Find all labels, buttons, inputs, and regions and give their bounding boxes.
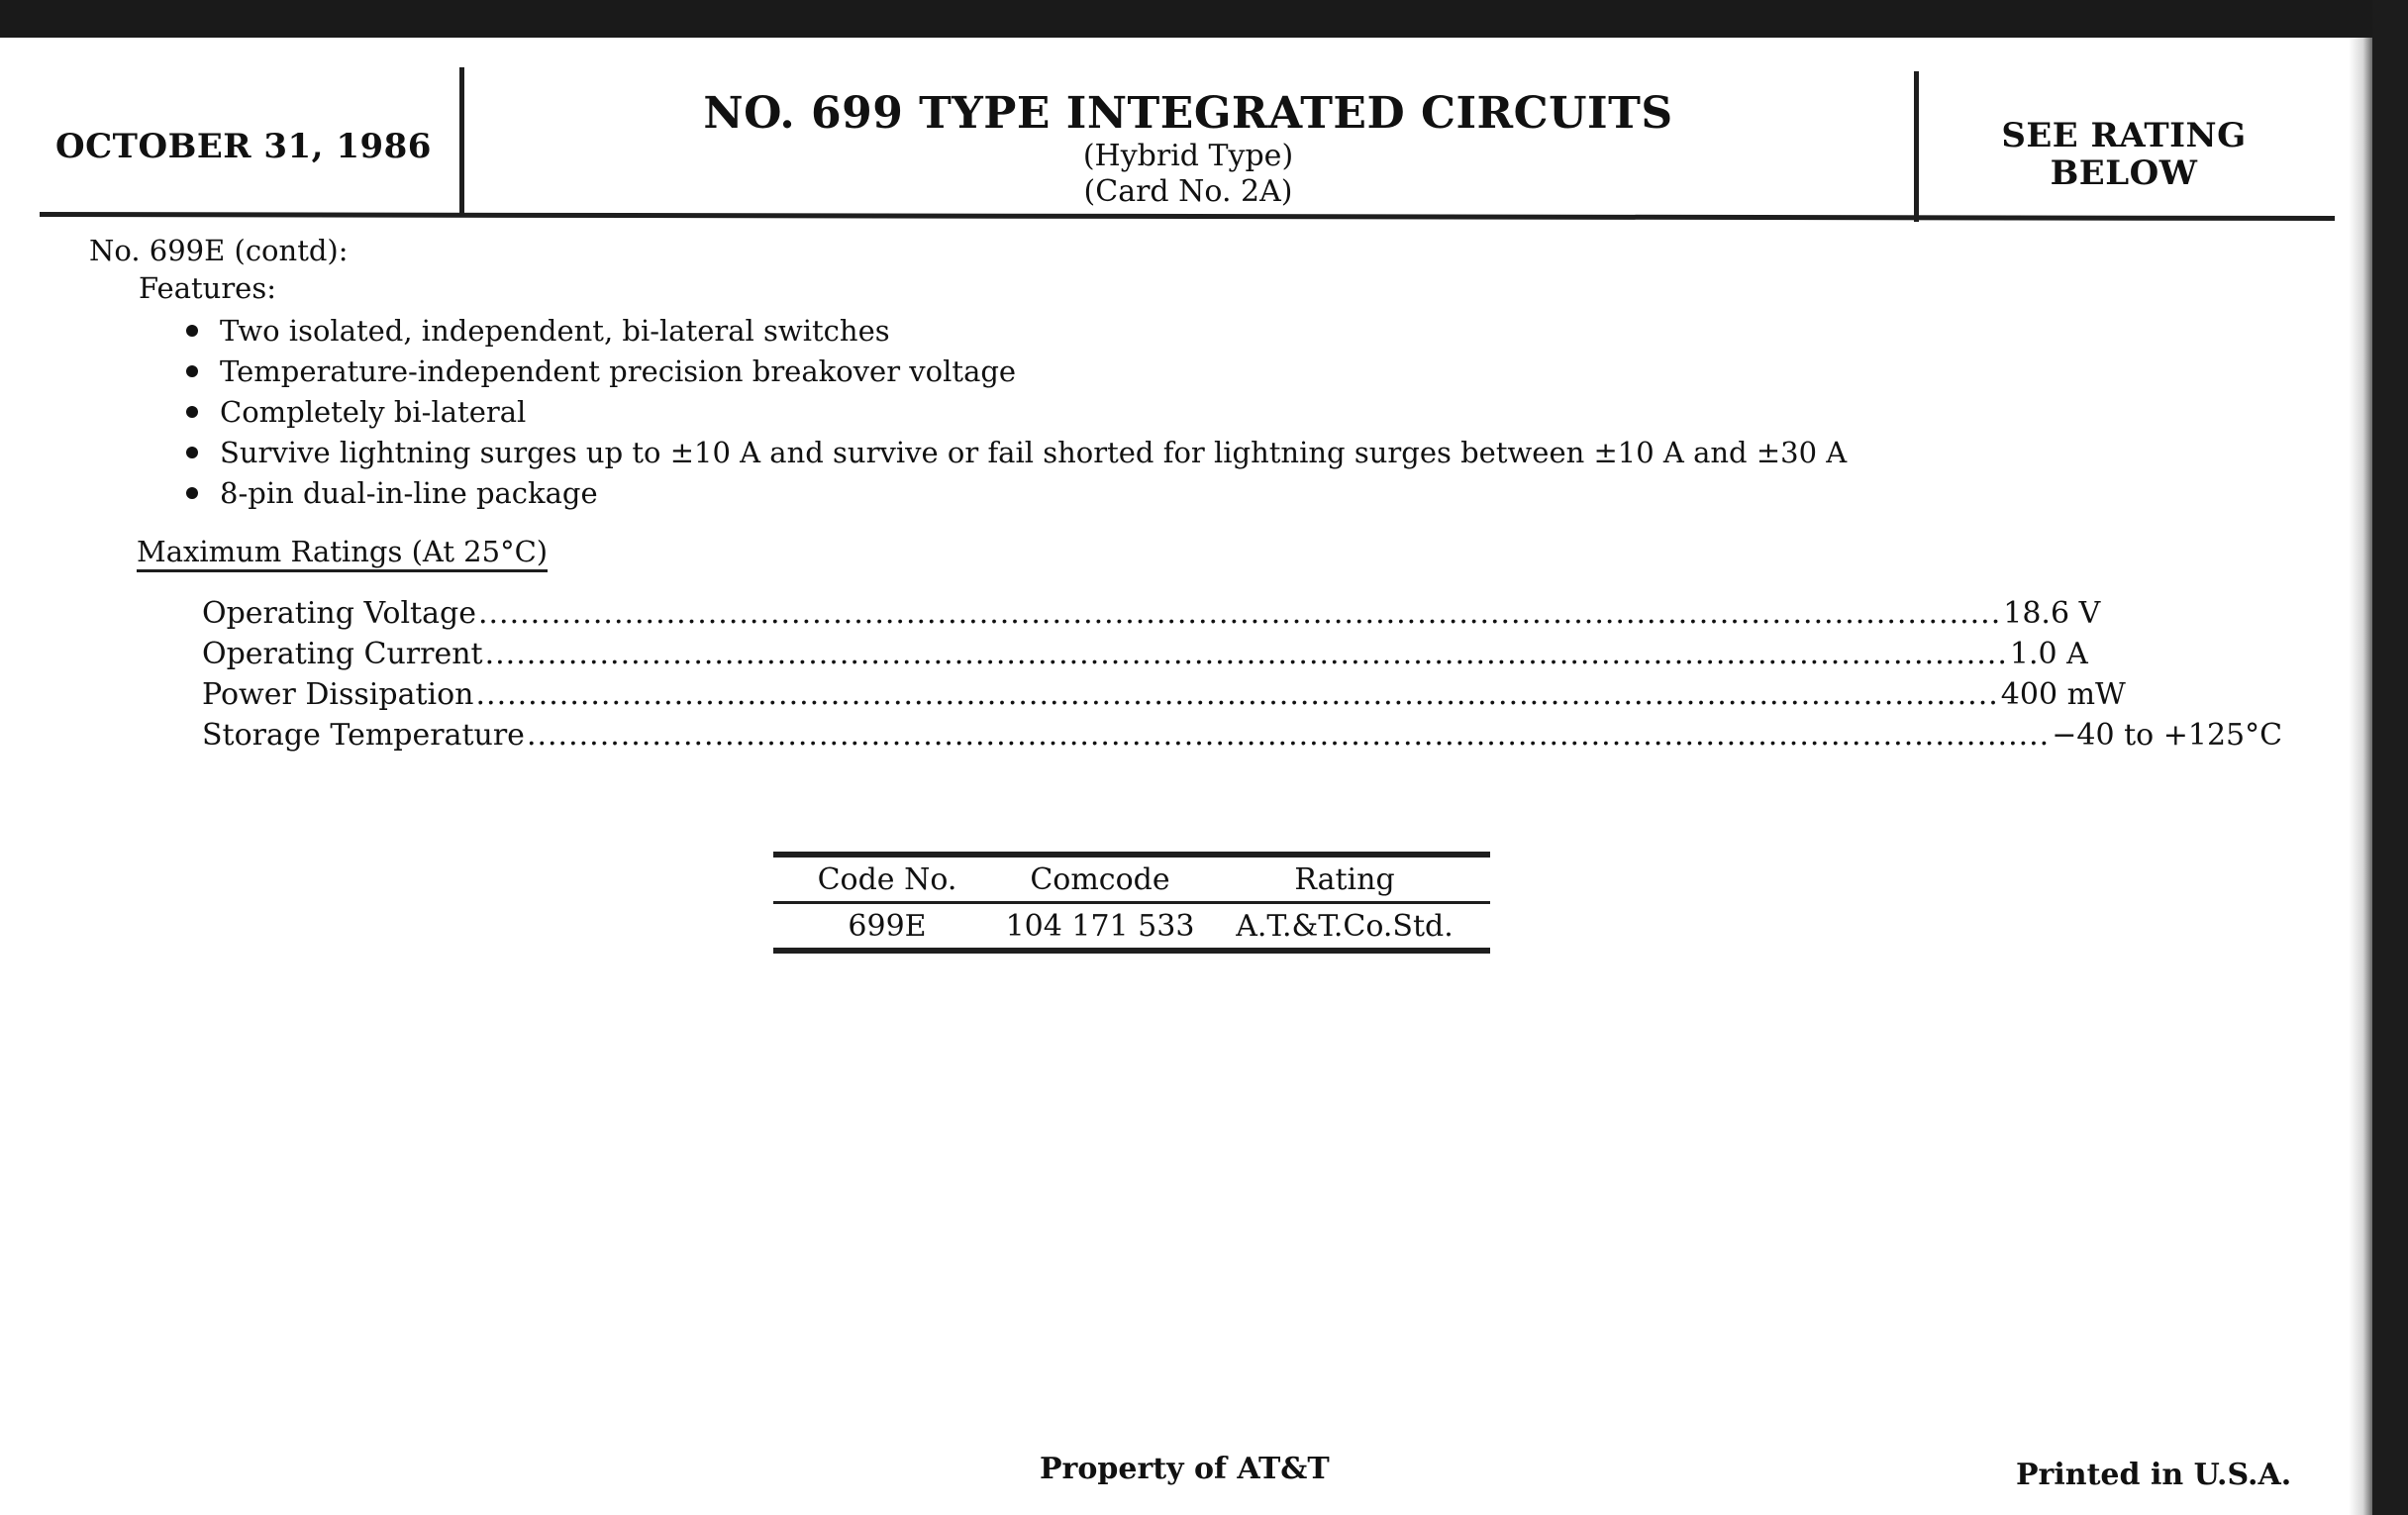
scan-border-right <box>2372 0 2408 1515</box>
leader-dots: .................................................................................................................................................. <box>484 637 2008 671</box>
feature-text: Survive lightning surges up to ±10 A and survive or fail shorted for lightning surges between ±10 A and ±30 A <box>220 436 1848 469</box>
header-rating: Rating <box>1294 861 1395 897</box>
features-list <box>184 311 1847 514</box>
bullet-icon <box>186 365 198 377</box>
table-row <box>773 904 1490 948</box>
max-ratings-list <box>202 596 2283 758</box>
bullet-icon <box>186 325 198 337</box>
card-date: OCTOBER 31, 1986 <box>55 127 432 166</box>
card-title-block <box>465 89 1911 210</box>
card-subtitle-type: (Hybrid Type) <box>1082 139 1294 173</box>
max-ratings-heading: Maximum Ratings (At 25°C) <box>137 535 548 572</box>
header-divider-right <box>1914 71 1919 222</box>
footer-property: Property of AT&T <box>1040 1452 1330 1486</box>
rating-row-power-dissipation <box>202 677 2126 718</box>
table-header-row <box>773 858 1490 901</box>
bullet-icon <box>186 487 198 499</box>
rating-value: 18.6 V <box>2003 596 2101 631</box>
rating-label: Operating Voltage <box>202 596 476 631</box>
header-rule <box>40 212 2335 221</box>
rating-value: −40 to +125°C <box>2052 718 2283 753</box>
rating-row-operating-voltage <box>202 596 2101 637</box>
rating-notice-line-2: BELOW <box>2050 153 2198 193</box>
table-rule-bottom <box>773 948 1490 954</box>
features-label: Features: <box>139 271 276 305</box>
code-table <box>773 852 1490 954</box>
rating-notice-line-1: SEE RATING <box>2001 116 2247 155</box>
header-comcode: Comcode <box>1030 861 1170 897</box>
header-code-no: Code No. <box>817 861 957 897</box>
rating-label: Storage Temperature <box>202 718 525 753</box>
cell-code-no: 699E <box>848 908 927 944</box>
footer-printed: Printed in U.S.A. <box>2016 1458 2292 1492</box>
feature-text: 8-pin dual-in-line package <box>220 476 598 510</box>
feature-text: Completely bi-lateral <box>220 395 527 429</box>
feature-item <box>184 392 1847 433</box>
feature-item <box>184 473 1847 514</box>
rating-label: Power Dissipation <box>202 677 474 712</box>
leader-dots: .................................................................................................................................................. <box>477 596 2002 631</box>
leader-dots: .................................................................................................................................................. <box>475 677 1999 712</box>
cell-rating: A.T.&T.Co.Std. <box>1236 908 1454 944</box>
card-subtitle-number: (Card No. 2A) <box>1083 174 1293 209</box>
feature-item <box>184 433 1847 473</box>
feature-item <box>184 352 1847 392</box>
cell-comcode: 104 171 533 <box>1005 908 1195 944</box>
rating-notice <box>1921 117 2327 192</box>
header-divider-left <box>459 67 464 216</box>
section-contd-label: No. 699E (contd): <box>89 234 349 267</box>
card-title: NO. 699 TYPE INTEGRATED CIRCUITS <box>703 88 1673 139</box>
scan-border-top <box>0 0 2408 38</box>
rating-row-storage-temperature <box>202 718 2283 758</box>
feature-item <box>184 311 1847 352</box>
feature-text: Temperature-independent precision breakover voltage <box>220 354 1017 388</box>
feature-text: Two isolated, independent, bi-lateral switches <box>220 314 890 348</box>
bullet-icon <box>186 447 198 458</box>
rating-label: Operating Current <box>202 637 483 671</box>
rating-row-operating-current <box>202 637 2088 677</box>
rating-value: 1.0 A <box>2009 637 2088 671</box>
bullet-icon <box>186 406 198 418</box>
leader-dots: .................................................................................................................................................. <box>526 718 2051 753</box>
rating-value: 400 mW <box>2000 677 2126 712</box>
scan-edge-shadow <box>2349 38 2372 1515</box>
